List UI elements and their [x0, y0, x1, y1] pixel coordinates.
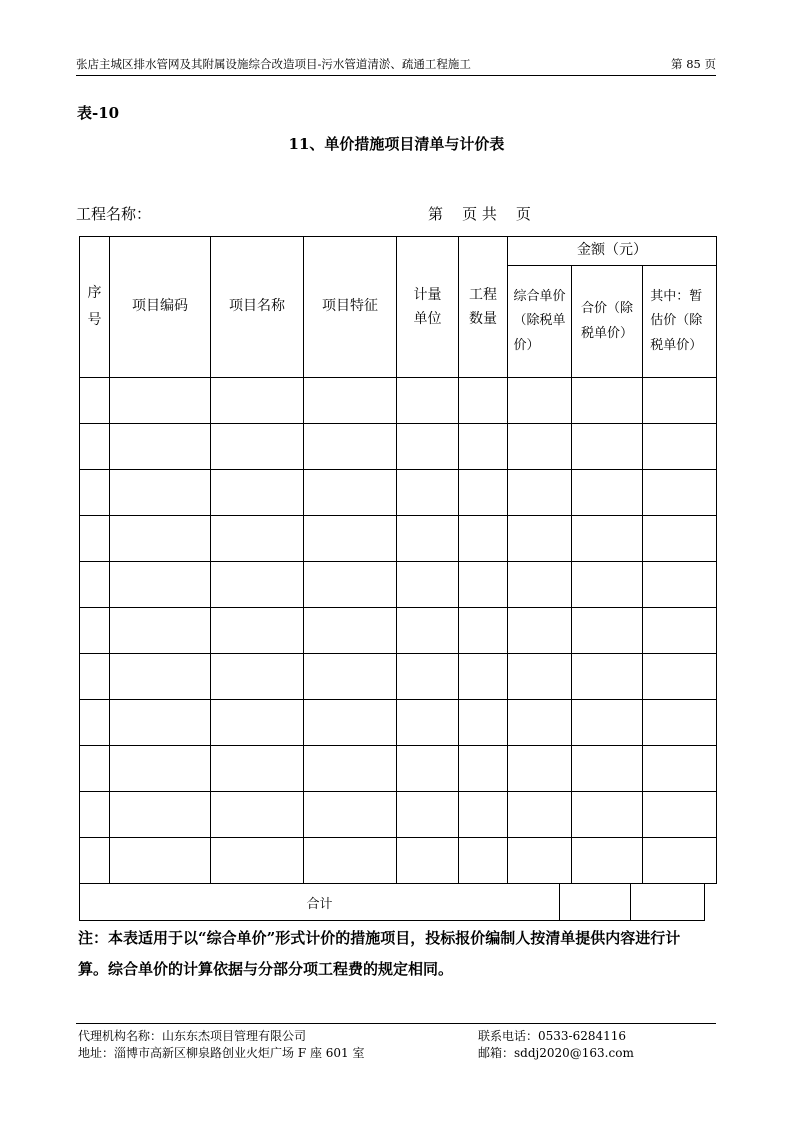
- table-cell[interactable]: [304, 700, 397, 746]
- column-header-code: 项目编码: [110, 237, 211, 378]
- table-cell[interactable]: [304, 470, 397, 516]
- table-cell[interactable]: [80, 792, 110, 838]
- table-cell[interactable]: [643, 792, 717, 838]
- table-cell[interactable]: [572, 516, 643, 562]
- table-cell[interactable]: [459, 700, 508, 746]
- table-cell[interactable]: [304, 792, 397, 838]
- table-cell[interactable]: [80, 700, 110, 746]
- table-cell[interactable]: [508, 700, 572, 746]
- project-name-label: 工程名称：: [76, 205, 152, 223]
- table-cell[interactable]: [572, 746, 643, 792]
- table-cell[interactable]: [304, 746, 397, 792]
- total-price-cell[interactable]: [560, 884, 631, 921]
- table-cell[interactable]: [110, 838, 211, 884]
- page-info: 第 页 共 页: [428, 205, 531, 223]
- table-cell[interactable]: [508, 378, 572, 424]
- table-cell[interactable]: [304, 378, 397, 424]
- column-header-unit-price: 综合单价（除税单价）: [508, 266, 572, 378]
- table-cell[interactable]: [110, 654, 211, 700]
- table-cell[interactable]: [508, 424, 572, 470]
- table-cell[interactable]: [110, 516, 211, 562]
- column-header-unit: 计量单位: [397, 237, 459, 378]
- table-cell[interactable]: [643, 608, 717, 654]
- table-row: [80, 378, 717, 424]
- column-header-name: 项目名称: [211, 237, 304, 378]
- table-cell[interactable]: [459, 470, 508, 516]
- table-cell[interactable]: [459, 608, 508, 654]
- table-cell[interactable]: [572, 838, 643, 884]
- table-cell[interactable]: [397, 562, 459, 608]
- header-project-title: 张店主城区排水管网及其附属设施综合改造项目-污水管道清淤、疏通工程施工: [76, 57, 471, 71]
- table-cell[interactable]: [211, 378, 304, 424]
- column-header-seq: 序号: [80, 237, 110, 378]
- footer-address: 地址：淄博市高新区柳泉路创业火炬广场 F 座 601 室: [78, 1046, 365, 1060]
- table-cell[interactable]: [572, 562, 643, 608]
- table-cell[interactable]: [397, 654, 459, 700]
- table-cell[interactable]: [397, 608, 459, 654]
- table-cell[interactable]: [110, 562, 211, 608]
- table-cell[interactable]: [211, 424, 304, 470]
- table-cell[interactable]: [397, 516, 459, 562]
- table-row: [80, 516, 717, 562]
- table-cell[interactable]: [643, 746, 717, 792]
- table-cell[interactable]: [397, 424, 459, 470]
- table-note: 注：本表适用于以“综合单价”形式计价的措施项目，投标报价编制人按清单提供内容进行计算。综合单价的计算依据与分部分项工程费的规定相同。: [78, 929, 681, 978]
- table-cell[interactable]: [211, 700, 304, 746]
- table-cell[interactable]: [508, 746, 572, 792]
- table-cell[interactable]: [304, 424, 397, 470]
- table-row: [80, 746, 717, 792]
- table-cell[interactable]: [110, 378, 211, 424]
- pricing-table: [79, 236, 717, 884]
- table-cell[interactable]: [304, 838, 397, 884]
- table-cell[interactable]: [211, 838, 304, 884]
- table-cell[interactable]: [110, 700, 211, 746]
- header-page-number: 第 85 页: [671, 57, 716, 71]
- table-body: [80, 378, 717, 884]
- table-cell[interactable]: [211, 562, 304, 608]
- table-cell[interactable]: [508, 654, 572, 700]
- table-cell[interactable]: [80, 654, 110, 700]
- table-cell[interactable]: [211, 654, 304, 700]
- table-cell[interactable]: [211, 746, 304, 792]
- table-row: [80, 424, 717, 470]
- table-cell[interactable]: [572, 608, 643, 654]
- table-cell[interactable]: [572, 470, 643, 516]
- table-cell[interactable]: [508, 792, 572, 838]
- table-row: [80, 654, 717, 700]
- table-cell[interactable]: [643, 838, 717, 884]
- footer-divider: [76, 1023, 716, 1024]
- table-cell[interactable]: [572, 654, 643, 700]
- table-cell[interactable]: [397, 470, 459, 516]
- table-cell[interactable]: [110, 792, 211, 838]
- table-cell[interactable]: [304, 654, 397, 700]
- table-cell[interactable]: [80, 746, 110, 792]
- column-header-amount: 金额（元）: [508, 237, 717, 266]
- table-cell[interactable]: [211, 516, 304, 562]
- table-cell[interactable]: [508, 838, 572, 884]
- table-cell[interactable]: [643, 700, 717, 746]
- table-cell[interactable]: [459, 838, 508, 884]
- table-row: [80, 792, 717, 838]
- header-divider: [76, 75, 716, 76]
- table-cell[interactable]: [643, 424, 717, 470]
- table-cell[interactable]: [397, 746, 459, 792]
- table-cell[interactable]: [80, 378, 110, 424]
- total-label: 合计: [80, 884, 560, 921]
- footer-agency: 代理机构名称：山东东杰项目管理有限公司: [78, 1029, 307, 1043]
- table-cell[interactable]: [80, 562, 110, 608]
- footer-phone: 联系电话：0533-6284116: [478, 1029, 627, 1043]
- table-cell[interactable]: [459, 516, 508, 562]
- table-cell[interactable]: [80, 424, 110, 470]
- table-cell[interactable]: [572, 792, 643, 838]
- table-row: [80, 562, 717, 608]
- table-cell[interactable]: [397, 378, 459, 424]
- table-cell[interactable]: [110, 470, 211, 516]
- table-cell[interactable]: [459, 424, 508, 470]
- table-cell[interactable]: [211, 608, 304, 654]
- table-cell[interactable]: [459, 562, 508, 608]
- table-cell[interactable]: [304, 562, 397, 608]
- table-cell[interactable]: [110, 746, 211, 792]
- table-cell[interactable]: [459, 378, 508, 424]
- table-row: [80, 838, 717, 884]
- table-cell[interactable]: [572, 700, 643, 746]
- table-cell[interactable]: [211, 792, 304, 838]
- table-cell[interactable]: [459, 792, 508, 838]
- column-header-feature: 项目特征: [304, 237, 397, 378]
- table-cell[interactable]: [397, 700, 459, 746]
- table-cell[interactable]: [572, 424, 643, 470]
- table-row: [80, 608, 717, 654]
- table-number: 表-10: [77, 104, 120, 122]
- table-cell[interactable]: [211, 470, 304, 516]
- table-cell[interactable]: [508, 516, 572, 562]
- table-cell[interactable]: [643, 516, 717, 562]
- table-cell[interactable]: [643, 378, 717, 424]
- table-cell[interactable]: [508, 608, 572, 654]
- table-cell[interactable]: [304, 516, 397, 562]
- page-title: 11、单价措施项目清单与计价表: [288, 135, 505, 153]
- table-cell[interactable]: [80, 470, 110, 516]
- table-cell[interactable]: [643, 654, 717, 700]
- table-cell[interactable]: [397, 838, 459, 884]
- footer-email: 邮箱：sddj2020@163.com: [478, 1046, 634, 1060]
- table-cell[interactable]: [304, 608, 397, 654]
- table-cell[interactable]: [110, 608, 211, 654]
- table-cell[interactable]: [643, 562, 717, 608]
- column-header-total-price: 合价（除税单价）: [572, 266, 643, 378]
- total-row: [79, 883, 705, 921]
- table-cell[interactable]: [110, 424, 211, 470]
- table-cell[interactable]: [643, 470, 717, 516]
- table-cell[interactable]: [572, 378, 643, 424]
- total-estimate-cell[interactable]: [631, 884, 705, 921]
- table-cell[interactable]: [508, 470, 572, 516]
- table-cell[interactable]: [397, 792, 459, 838]
- column-header-quantity: 工程数量: [459, 237, 508, 378]
- table-cell[interactable]: [459, 654, 508, 700]
- table-cell[interactable]: [80, 516, 110, 562]
- table-cell[interactable]: [80, 608, 110, 654]
- table-row: [80, 700, 717, 746]
- table-row: [80, 470, 717, 516]
- table-cell[interactable]: [80, 838, 110, 884]
- column-header-estimate: 其中：暂估价（除税单价）: [643, 266, 717, 378]
- table-cell[interactable]: [459, 746, 508, 792]
- table-cell[interactable]: [508, 562, 572, 608]
